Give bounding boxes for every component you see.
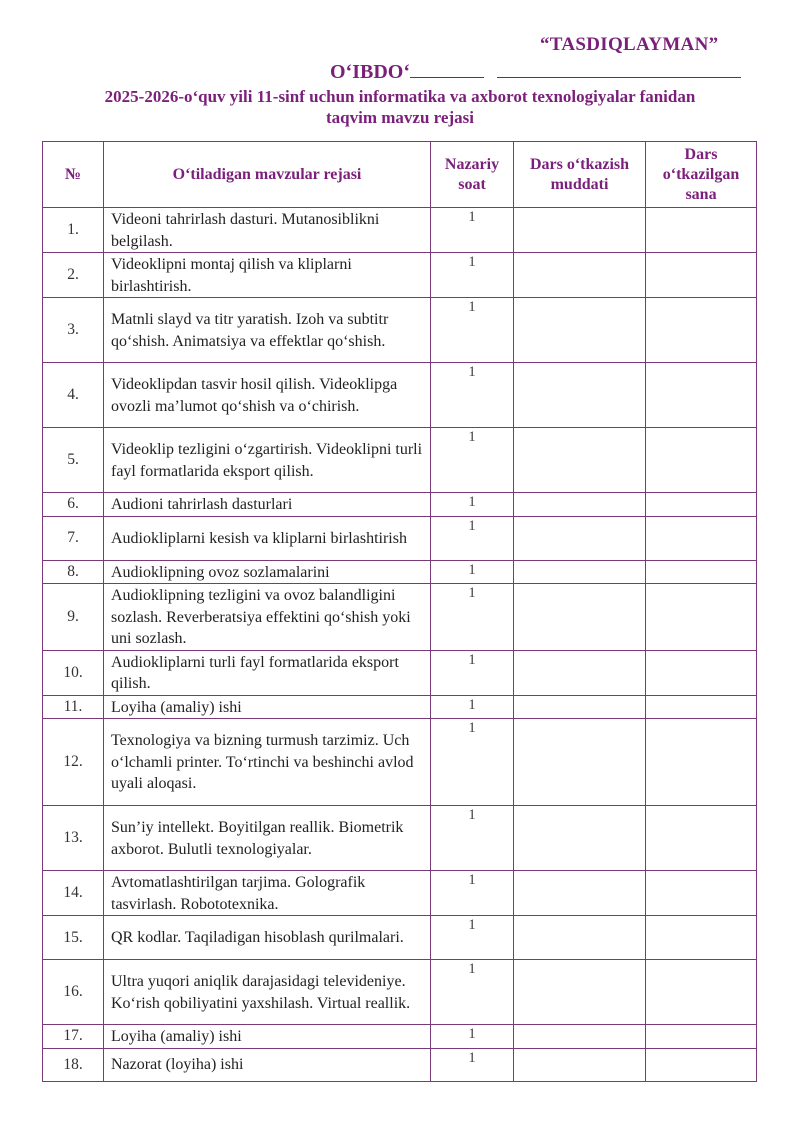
row-number: 9.: [43, 584, 104, 651]
row-duration: [514, 560, 646, 584]
row-topic: Sun’iy intellekt. Boyitilgan reallik. Biometrik axborot. Bulutli texnologiyalar.: [104, 806, 431, 871]
row-number: 18.: [43, 1048, 104, 1081]
row-duration: [514, 695, 646, 719]
table-row: [43, 516, 757, 560]
table-row: [43, 1048, 757, 1081]
table-row: [43, 650, 757, 695]
row-date: [646, 916, 757, 960]
row-date: [646, 1048, 757, 1081]
row-topic: Ultra yuqori aniqlik darajasidagi televideniye. Ko‘rish qobiliyatini yaxshilash. Virtual reallik.: [104, 960, 431, 1025]
row-topic: Audiokliplarni turli fayl formatlarida eksport qilish.: [104, 650, 431, 695]
table-row: [43, 719, 757, 806]
table-row: [43, 960, 757, 1025]
header-topic: O‘tiladigan mavzular rejasi: [104, 142, 431, 208]
row-date: [646, 363, 757, 428]
row-date: [646, 560, 757, 584]
row-duration: [514, 516, 646, 560]
table-body: [43, 208, 757, 1082]
row-topic: QR kodlar. Taqiladigan hisoblash qurilmalari.: [104, 916, 431, 960]
row-duration: [514, 253, 646, 298]
row-hours: 1: [431, 560, 514, 584]
table-row: [43, 493, 757, 517]
table-row: [43, 871, 757, 916]
row-topic: Audioklipning tezligini va ovoz balandligini sozlash. Reverberatsiya effektini qo‘shish yoki uni sozlash.: [104, 584, 431, 651]
row-hours: 1: [431, 493, 514, 517]
table-row: [43, 584, 757, 651]
row-hours: 1: [431, 871, 514, 916]
row-hours: 1: [431, 1025, 514, 1049]
row-number: 12.: [43, 719, 104, 806]
row-hours: 1: [431, 719, 514, 806]
table-row: [43, 806, 757, 871]
document-subtitle: taqvim mavzu rejasi: [326, 108, 474, 127]
row-duration: [514, 298, 646, 363]
row-duration: [514, 960, 646, 1025]
header-duration: Dars o‘tkazish muddati: [514, 142, 646, 208]
row-hours: 1: [431, 208, 514, 253]
row-number: 2.: [43, 253, 104, 298]
row-duration: [514, 493, 646, 517]
row-number: 17.: [43, 1025, 104, 1049]
row-duration: [514, 871, 646, 916]
row-date: [646, 650, 757, 695]
row-number: 14.: [43, 871, 104, 916]
row-duration: [514, 208, 646, 253]
row-number: 10.: [43, 650, 104, 695]
row-hours: 1: [431, 695, 514, 719]
table-row: [43, 1025, 757, 1049]
row-date: [646, 253, 757, 298]
row-hours: 1: [431, 428, 514, 493]
row-hours: 1: [431, 650, 514, 695]
row-topic: Avtomatlashtirilgan tarjima. Golografik tasvirlash. Robototexnika.: [104, 871, 431, 916]
table-header-row: [43, 142, 757, 208]
header-hours: Nazariy soat: [431, 142, 514, 208]
row-number: 6.: [43, 493, 104, 517]
table-row: [43, 695, 757, 719]
row-hours: 1: [431, 363, 514, 428]
lesson-plan-table: [42, 141, 757, 1082]
row-date: [646, 806, 757, 871]
row-hours: 1: [431, 584, 514, 651]
row-hours: 1: [431, 806, 514, 871]
director-label: O‘IBDO‘: [330, 61, 410, 83]
row-duration: [514, 719, 646, 806]
row-topic: Audioklipning ovoz sozlamalarini: [104, 560, 431, 584]
row-number: 13.: [43, 806, 104, 871]
row-duration: [514, 916, 646, 960]
row-hours: 1: [431, 916, 514, 960]
row-number: 7.: [43, 516, 104, 560]
row-hours: 1: [431, 253, 514, 298]
row-duration: [514, 584, 646, 651]
row-number: 15.: [43, 916, 104, 960]
row-date: [646, 493, 757, 517]
row-date: [646, 584, 757, 651]
row-duration: [514, 650, 646, 695]
row-topic: Videoklipdan tasvir hosil qilish. Videoklipga ovozli ma’lumot qo‘shish va o‘chirish.: [104, 363, 431, 428]
row-date: [646, 695, 757, 719]
row-hours: 1: [431, 298, 514, 363]
row-topic: Matnli slayd va titr yaratish. Izoh va subtitr qo‘shish. Animatsiya va effektlar qo‘shish.: [104, 298, 431, 363]
row-date: [646, 428, 757, 493]
row-date: [646, 298, 757, 363]
table-row: [43, 208, 757, 253]
table-row: [43, 428, 757, 493]
row-hours: 1: [431, 1048, 514, 1081]
row-topic: Videoklipni montaj qilish va kliplarni birlashtirish.: [104, 253, 431, 298]
document-title: 2025-2026-o‘quv yili 11-sinf uchun informatika va axborot texnologiyalar fanidan: [104, 87, 696, 106]
row-topic: Texnologiya va bizning turmush tarzimiz. Uch o‘lchamli printer. To‘rtinchi va beshinchi avlod uyali aloqasi.: [104, 719, 431, 806]
row-date: [646, 960, 757, 1025]
table-row: [43, 298, 757, 363]
row-topic: Audiokliplarni kesish va kliplarni birlashtirish: [104, 516, 431, 560]
row-hours: 1: [431, 516, 514, 560]
row-number: 16.: [43, 960, 104, 1025]
row-duration: [514, 1025, 646, 1049]
row-topic: Loyiha (amaliy) ishi: [104, 1025, 431, 1049]
row-duration: [514, 363, 646, 428]
header-date: Dars o‘tkazilgan sana: [646, 142, 757, 208]
row-topic: Videoklip tezligini o‘zgartirish. Videoklipni turli fayl formatlarida eksport qilish.: [104, 428, 431, 493]
row-number: 11.: [43, 695, 104, 719]
row-date: [646, 516, 757, 560]
row-duration: [514, 428, 646, 493]
row-date: [646, 719, 757, 806]
row-topic: Nazorat (loyiha) ishi: [104, 1048, 431, 1081]
row-duration: [514, 806, 646, 871]
header-number: №: [43, 142, 104, 208]
signature-blank: [410, 60, 484, 78]
row-number: 8.: [43, 560, 104, 584]
row-number: 5.: [43, 428, 104, 493]
row-date: [646, 871, 757, 916]
row-topic: Videoni tahrirlash dasturi. Mutanosiblikni belgilash.: [104, 208, 431, 253]
row-hours: 1: [431, 960, 514, 1025]
name-blank: [497, 60, 741, 78]
row-date: [646, 1025, 757, 1049]
table-row: [43, 253, 757, 298]
row-number: 3.: [43, 298, 104, 363]
row-date: [646, 208, 757, 253]
approval-heading: “TASDIQLAYMAN”: [540, 34, 719, 55]
row-topic: Audioni tahrirlash dasturlari: [104, 493, 431, 517]
table-row: [43, 916, 757, 960]
row-topic: Loyiha (amaliy) ishi: [104, 695, 431, 719]
table-row: [43, 560, 757, 584]
row-duration: [514, 1048, 646, 1081]
director-signature-line: [330, 60, 741, 84]
row-number: 1.: [43, 208, 104, 253]
row-number: 4.: [43, 363, 104, 428]
table-row: [43, 363, 757, 428]
